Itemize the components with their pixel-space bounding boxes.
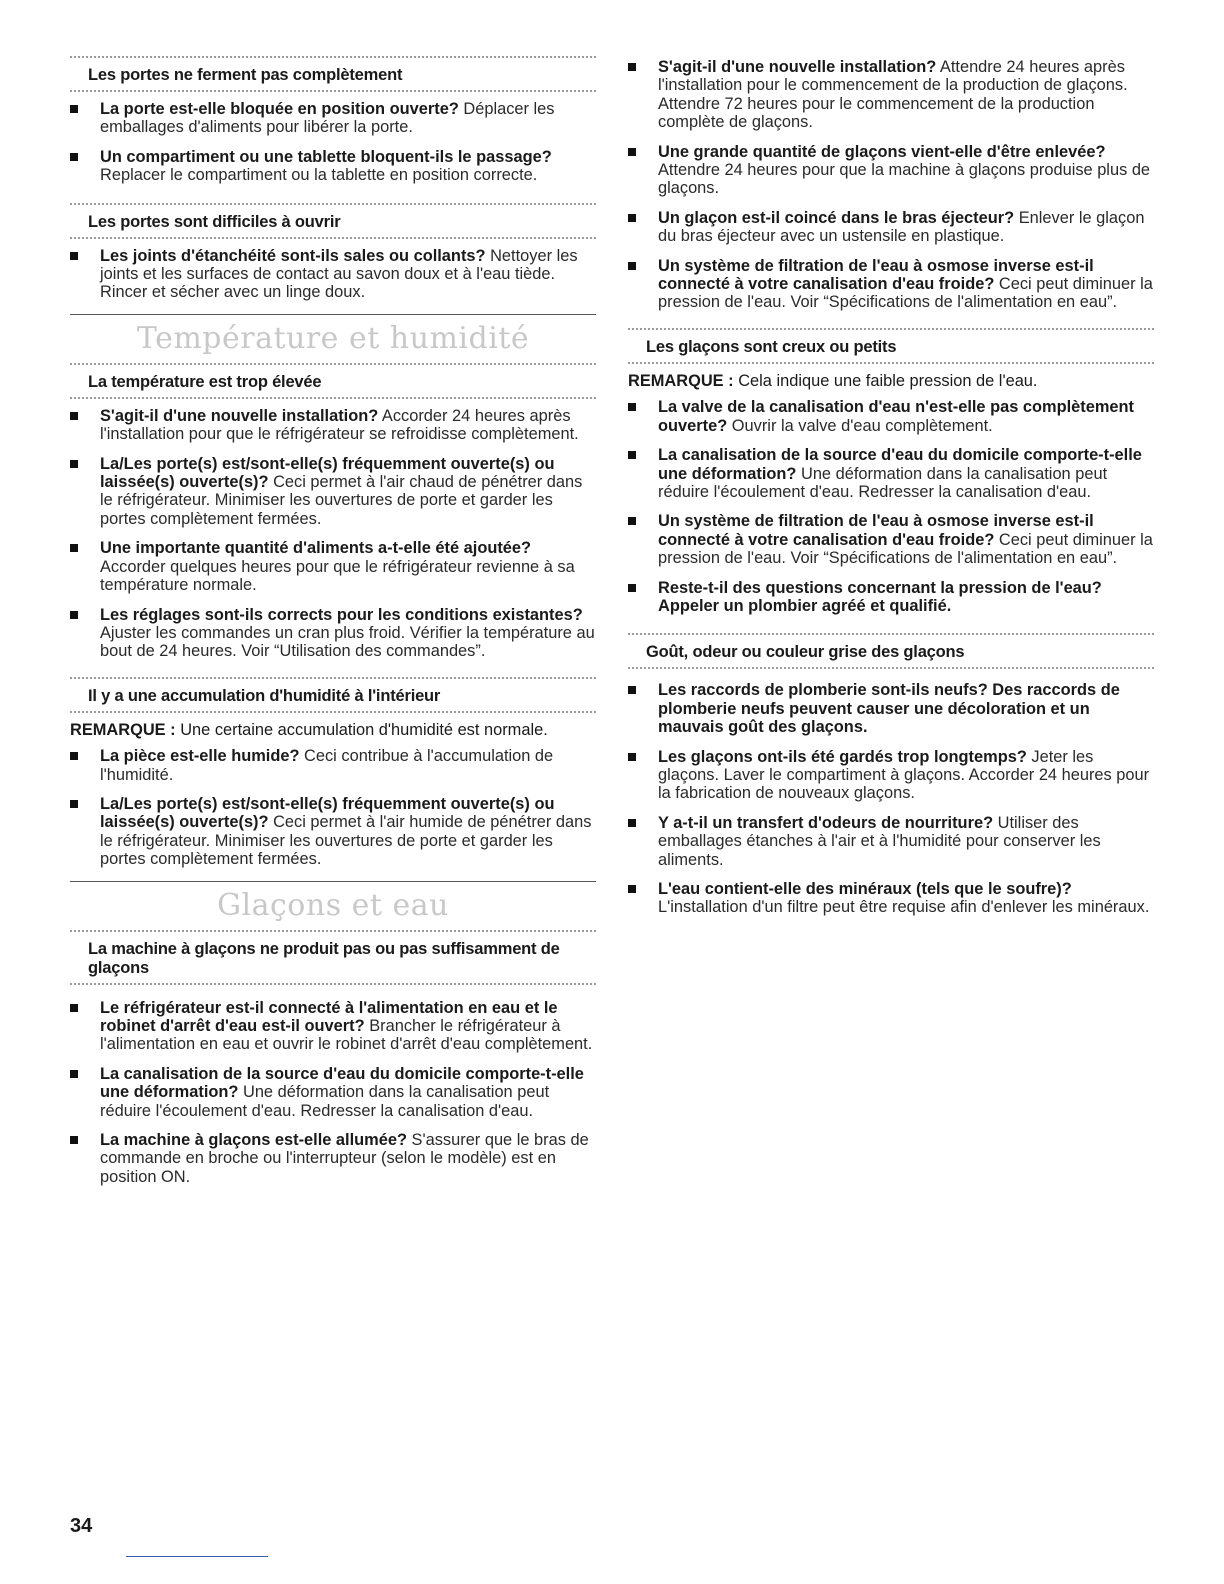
answer: Déplacer les emballages d'aliments pour libérer la porte.	[100, 100, 555, 137]
list-item	[70, 247, 596, 302]
question: Les glaçons ont-ils été gardés trop longtemps?	[658, 747, 1027, 766]
question: Les joints d'étanchéité sont-ils sales ou collants?	[100, 246, 486, 265]
section-title: Température et humidité	[136, 320, 530, 356]
answer: Replacer le compartiment ou la tablette en position correcte.	[100, 166, 538, 185]
answer: Attendre 24 heures pour que la machine à glaçons produise plus de glaçons.	[658, 161, 1151, 198]
subheading: Goût, odeur ou couleur grise des glaçons	[646, 643, 965, 662]
bullet-icon	[628, 63, 636, 71]
subheading-block	[628, 328, 1154, 364]
list-item	[628, 681, 1154, 736]
bullet-icon	[628, 148, 636, 156]
footer-rule	[126, 1556, 268, 1557]
subheading-block	[70, 56, 596, 92]
list-item	[70, 455, 596, 529]
subheading-block	[70, 930, 596, 985]
list-item	[70, 100, 596, 137]
note	[628, 372, 1154, 390]
question: La/Les porte(s) est/sont-elle(s) fréquemment ouverte(s) ou laissée(s) ouverte(s)?	[100, 794, 555, 832]
dotted-divider	[628, 362, 1154, 364]
list-item	[70, 999, 596, 1054]
answer: Une déformation dans la canalisation peut réduire l'écoulement d'eau. Redresser la canalisation d'eau.	[658, 464, 1108, 501]
note-label: REMARQUE :	[628, 371, 734, 390]
answer: Ceci permet à l'air humide de pénétrer dans le réfrigérateur. Minimiser les ouvertures de porte et garder les portes complètement fermées.	[100, 813, 592, 869]
dotted-divider	[628, 667, 1154, 669]
note-text: Une certaine accumulation d'humidité est normale.	[175, 720, 548, 739]
right-column	[628, 56, 1154, 928]
bullet-icon	[70, 460, 78, 468]
dotted-divider	[70, 397, 596, 399]
answer: Ouvrir la valve d'eau complètement.	[727, 416, 993, 435]
list-item	[628, 814, 1154, 869]
list-item	[628, 579, 1154, 616]
question: La canalisation de la source d'eau du domicile comporte-t-elle une déformation?	[100, 1064, 584, 1102]
bullet-icon	[70, 153, 78, 161]
answer: Ajuster les commandes un cran plus froid. Vérifier la température au bout de 24 heures. Voir “Utilisation des commandes”.	[100, 623, 595, 661]
question: La pièce est-elle humide?	[100, 747, 300, 766]
answer: Attendre 24 heures après l'installation pour le commencement de la production de glaçons. Attendre 72 heures pour le commencement de la production complète de glaçons.	[658, 58, 1128, 132]
question: Y a-t-il un transfert d'odeurs de nourriture?	[658, 813, 994, 832]
list-item	[628, 512, 1154, 567]
bullet-icon	[70, 611, 78, 619]
note-label: REMARQUE :	[70, 720, 176, 739]
question: S'agit-il d'une nouvelle installation?	[100, 406, 379, 425]
question: La/Les porte(s) est/sont-elle(s) fréquemment ouverte(s) ou laissée(s) ouverte(s)?	[100, 454, 555, 492]
subheading-block	[70, 203, 596, 239]
answer: Ceci permet à l'air chaud de pénétrer dans le réfrigérateur. Minimiser les ouvertures de porte et garder les portes complètement fermées.	[100, 473, 583, 528]
note-text: Cela indique une faible pression de l'eau.	[733, 371, 1038, 390]
list-item	[628, 398, 1154, 435]
page-number: 34	[70, 1515, 93, 1537]
answer: Accorder 24 heures après l'installation pour que le réfrigérateur se refroidisse complètement.	[100, 406, 579, 444]
dotted-divider	[70, 983, 596, 985]
answer: Ceci contribue à l'accumulation de l'humidité.	[100, 747, 554, 784]
question: Le réfrigérateur est-il connecté à l'alimentation en eau et le robinet d'arrêt d'eau est-il ouvert?	[100, 998, 558, 1035]
bullet-icon	[70, 1004, 78, 1012]
section-title: Glaçons et eau	[217, 887, 449, 923]
list-item	[70, 1065, 596, 1120]
question: La machine à glaçons est-elle allumée?	[100, 1131, 407, 1149]
bullet-icon	[70, 1070, 78, 1078]
question: La canalisation de la source d'eau du domicile comporte-t-elle une déformation?	[658, 446, 1142, 483]
answer: Nettoyer les joints et les surfaces de contact au savon doux et à l'eau tiède. Rincer et sécher avec un linge doux.	[100, 246, 578, 302]
answer: Ceci peut diminuer la pression de l'eau. Voir “Spécifications de l'alimentation en eau”.	[658, 275, 1153, 312]
bullet-icon	[628, 214, 636, 222]
left-column	[70, 56, 596, 1197]
bullet-icon	[628, 451, 636, 459]
question: Les réglages sont-ils corrects pour les conditions existantes?	[100, 605, 583, 624]
answer: L'installation d'un filtre peut être requise afin d'enlever les minéraux.	[658, 898, 1150, 917]
bullet-icon	[70, 752, 78, 760]
answer: Brancher le réfrigérateur à l'alimentation en eau et ouvrir le robinet d'arrêt d'eau complètement.	[100, 1016, 593, 1054]
list-item	[628, 446, 1154, 501]
list-item	[628, 748, 1154, 803]
list-item	[70, 539, 596, 594]
subheading: Les glaçons sont creux ou petits	[646, 337, 897, 356]
question: Un système de filtration de l'eau à osmose inverse est-il connecté à votre canalisation d'eau froide?	[658, 512, 1094, 549]
question: Un compartiment ou une tablette bloquent-ils le passage?	[100, 147, 552, 166]
list-item	[70, 747, 596, 784]
bullet-icon	[628, 403, 636, 411]
answer: Jeter les glaçons. Laver le compartiment à glaçons. Accorder 24 heures pour la fabrication de nouveaux glaçons.	[658, 747, 1150, 803]
answer: S'assurer que le bras de commande en broche ou l'interrupteur (selon le modèle) est en position ON.	[100, 1131, 589, 1186]
subheading: La température est trop élevée	[88, 372, 322, 391]
subheading: Les portes sont difficiles à ouvrir	[88, 212, 341, 231]
bullet-icon	[628, 517, 636, 525]
answer: Accorder quelques heures pour que le réfrigérateur revienne à sa température normale.	[100, 557, 575, 595]
question: Une grande quantité de glaçons vient-elle d'être enlevée?	[658, 142, 1106, 161]
bullet-icon	[628, 885, 636, 893]
bullet-icon	[70, 105, 78, 113]
list-item	[628, 880, 1154, 917]
list-item	[70, 407, 596, 444]
bullet-icon	[70, 412, 78, 420]
bullet-icon	[70, 544, 78, 552]
note	[70, 721, 596, 739]
answer: Utiliser des emballages étanches à l'air et à l'humidité pour conserver les aliments.	[658, 813, 1101, 869]
list-item	[70, 148, 596, 185]
question: Un système de filtration de l'eau à osmose inverse est-il connecté à votre canalisation d'eau froide?	[658, 256, 1094, 294]
subheading: Il y a une accumulation d'humidité à l'intérieur	[88, 686, 441, 705]
question: L'eau contient-elle des minéraux (tels que le soufre)?	[658, 880, 1072, 898]
list-item	[70, 1131, 596, 1186]
dotted-divider	[70, 90, 596, 92]
question: Un glaçon est-il coincé dans le bras éjecteur?	[658, 208, 1015, 227]
bullet-icon	[70, 252, 78, 260]
answer: Ceci peut diminuer la pression de l'eau. Voir “Spécifications de l'alimentation en eau”.	[658, 530, 1153, 568]
subheading-block	[70, 363, 596, 399]
bullet-icon	[70, 1136, 78, 1144]
bullet-icon	[70, 800, 78, 808]
list-item	[628, 257, 1154, 312]
question: Reste-t-il des questions concernant la pression de l'eau? Appeler un plombier agréé et qualifié.	[658, 578, 1102, 615]
answer: Enlever le glaçon du bras éjecteur avec un ustensile en plastique.	[658, 208, 1145, 246]
list-item	[628, 143, 1154, 198]
question: La valve de la canalisation d'eau n'est-elle pas complètement ouverte?	[658, 398, 1135, 435]
list-item	[628, 58, 1154, 132]
list-item	[70, 795, 596, 869]
bullet-icon	[628, 262, 636, 270]
dotted-divider	[70, 237, 596, 239]
bullet-icon	[628, 819, 636, 827]
answer: Une déformation dans la canalisation peut réduire l'écoulement d'eau. Redresser la canalisation d'eau.	[100, 1083, 550, 1120]
bullet-icon	[628, 686, 636, 694]
question: S'agit-il d'une nouvelle installation?	[658, 58, 937, 76]
question: Une importante quantité d'aliments a-t-elle été ajoutée?	[100, 539, 532, 558]
subheading: La machine à glaçons ne produit pas ou pas suffisamment de glaçons	[88, 939, 560, 977]
bullet-icon	[628, 584, 636, 592]
list-item	[628, 209, 1154, 246]
subheading-block	[70, 677, 596, 713]
bullet-icon	[628, 753, 636, 761]
question: La porte est-elle bloquée en position ouverte?	[100, 100, 459, 118]
list-item	[70, 606, 596, 661]
question: Les raccords de plomberie sont-ils neufs? Des raccords de plomberie neufs peuvent causer une décoloration et un mauvais goût des glaçons.	[658, 681, 1120, 737]
subheading: Les portes ne ferment pas complètement	[88, 66, 403, 84]
dotted-divider	[70, 711, 596, 713]
subheading-block	[628, 633, 1154, 669]
